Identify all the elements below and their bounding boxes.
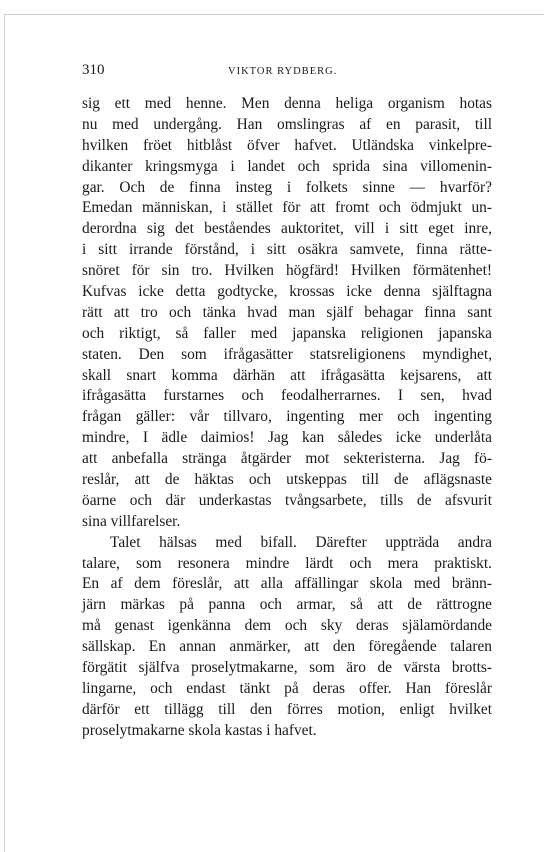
running-head	[82, 62, 492, 82]
text-line: förgätit själfva proselytmakarne, som äro de värsta brotts-	[82, 659, 492, 677]
text-line: snöret för sin tro. Hvilken högfärd! Hvilken förmätenhet!	[82, 262, 492, 280]
text-line: rätt att tro och tänka hvad man själf behagar finna sant	[82, 303, 492, 321]
text-line: proselytmakarne skola kastas i hafvet.	[82, 721, 317, 739]
text-line: reslår, att de häktas och utskeppas till de aflägsnaste	[82, 471, 492, 489]
text-line: må genast igenkänna dem och sky deras själamördande	[82, 617, 492, 635]
text-line: därför ett tillägg till den förres motion, enligt hvilket	[82, 700, 492, 718]
text-line: Talet hälsas med bifall. Därefter uppträda andra	[110, 533, 492, 551]
page-edge-top-rule	[4, 14, 544, 15]
text-line: öarne och där underkastas tvångsarbete, tills de afsvurit	[82, 491, 492, 509]
text-line: hvilken fröet hitblåst öfver hafvet. Utländska vinkelpre-	[82, 136, 492, 154]
text-line: talare, som resonera mindre lärdt och mera praktiskt.	[82, 554, 492, 572]
text-line: sina villfarelser.	[82, 512, 181, 530]
text-line: att anbefalla stränga åtgärder mot sekteristerna. Jag fö-	[82, 450, 492, 468]
text-line: dikanter kringsmyga i landet och sprida sina villomenin-	[82, 157, 492, 175]
text-line: En af dem föreslår, att alla affällingar skola med bränn-	[82, 575, 492, 593]
text-line: sällskap. En annan anmärker, att den föregående talaren	[82, 638, 492, 656]
text-line: nu med undergång. Han omslingras af en parasit, till	[82, 115, 492, 133]
text-line: Kufvas icke detta godtycke, krossas icke denna själftagna	[82, 283, 492, 301]
running-title: VIKTOR RYDBERG.	[228, 66, 338, 77]
text-line: derordna sig det beståendes auktoritet, vill i sitt eget inre,	[82, 220, 492, 238]
text-line: och riktigt, så faller med japanska religionen japanska	[82, 324, 492, 342]
text-line: järn märkas på panna och armar, så att de rättrogne	[82, 596, 492, 614]
text-line: skall snart komma därhän att ifrågasätta kejsarens, att	[82, 366, 492, 384]
text-line: lingarne, och endast tänkt på deras offer. Han föreslår	[82, 679, 492, 697]
text-line: ifrågasätta furstarnes och feodalherrarnes. I sen, hvad	[82, 387, 492, 405]
body-text	[82, 94, 492, 742]
text-line: sig ett med henne. Men denna heliga organism hotas	[82, 95, 492, 112]
text-line: frågan gäller: vår tillvaro, ingenting mer och ingenting	[82, 408, 492, 426]
text-line: gar. Och de finna insteg i folkets sinne — hvarför?	[82, 178, 492, 196]
page-number: 310	[82, 62, 105, 78]
text-line: staten. Den som ifrågasätter statsreligionens myndighet,	[82, 345, 492, 363]
text-line: Emedan människan, i stället för att fromt och ödmjukt un-	[82, 199, 492, 217]
text-line: i sitt irrande förstånd, i sitt osäkra samvete, finna rätte-	[82, 241, 492, 259]
page-edge-left-rule	[4, 14, 5, 852]
text-line: mindre, I ädle daimios! Jag kan således icke underlåta	[82, 429, 492, 447]
